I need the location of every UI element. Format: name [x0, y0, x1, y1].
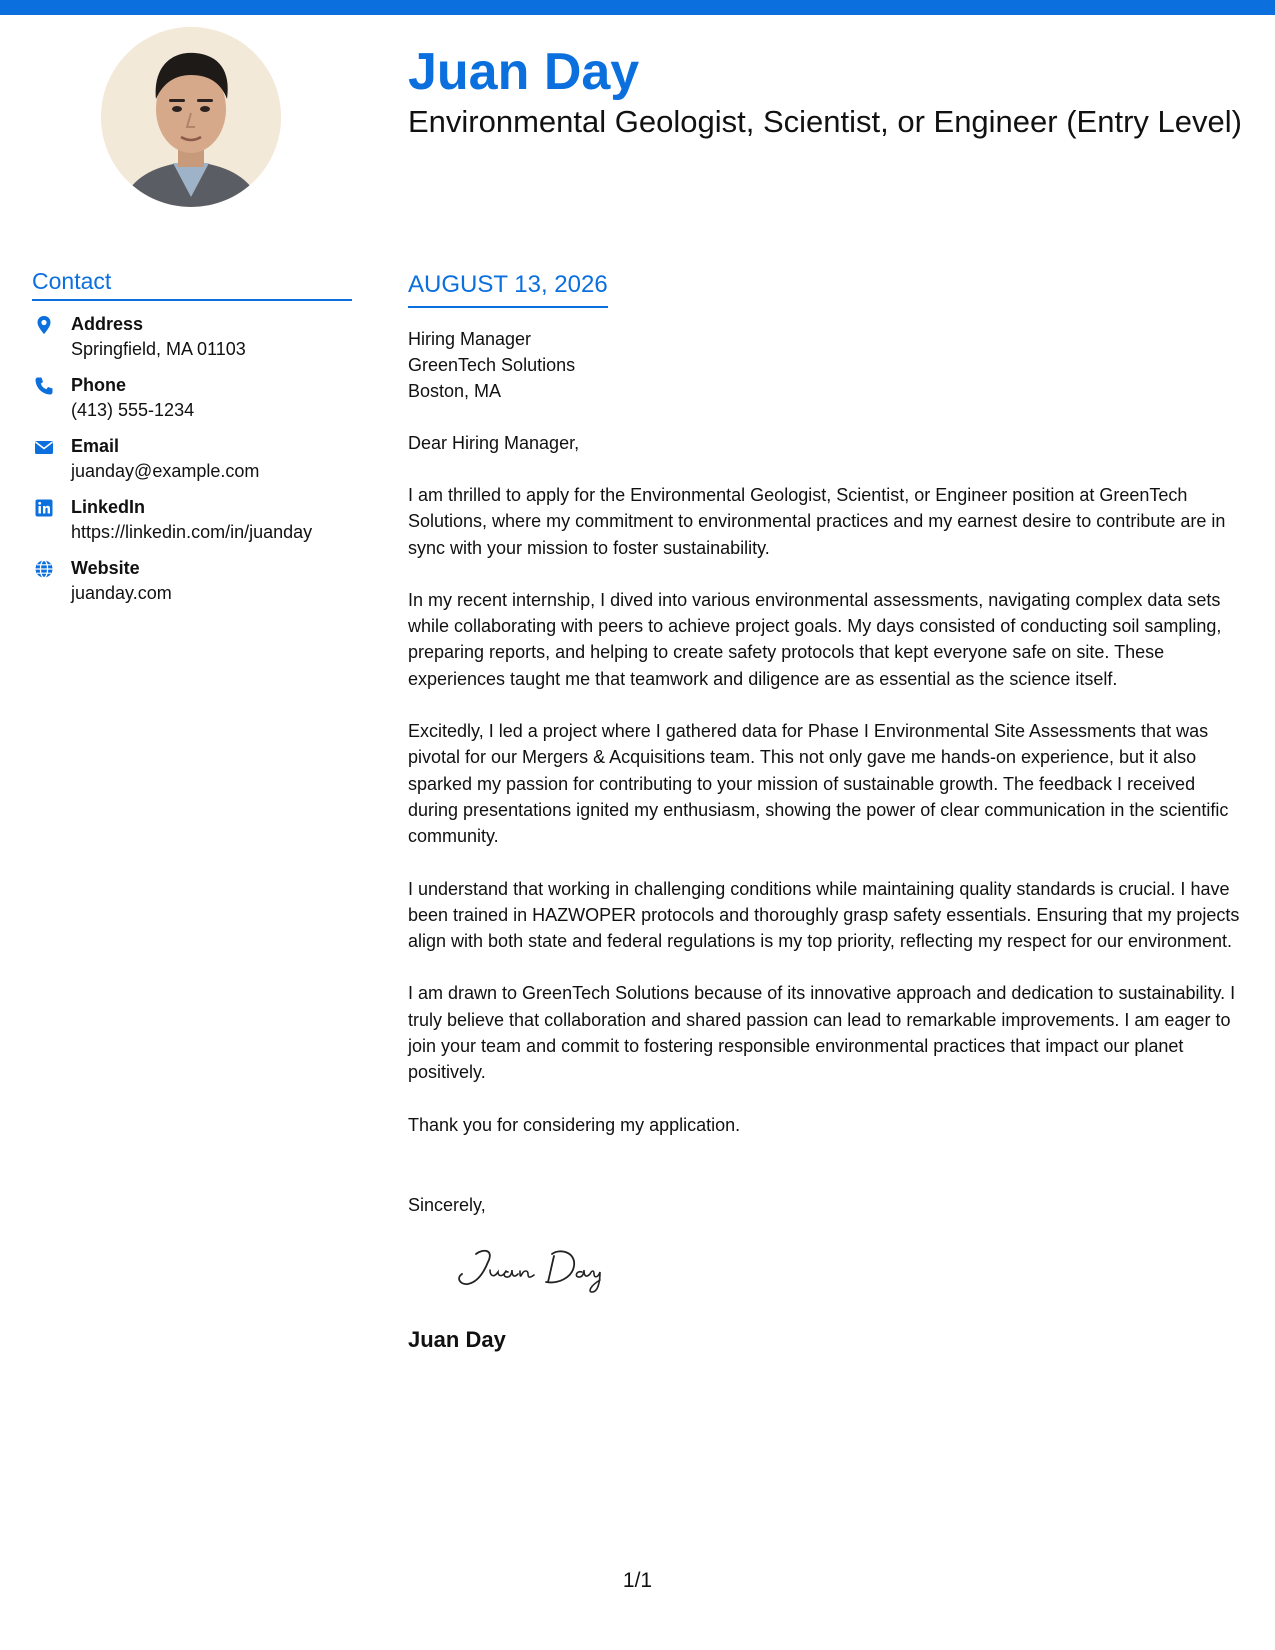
phone-icon [34, 376, 54, 396]
contact-label: Phone [71, 375, 127, 395]
contact-label: Website [71, 558, 140, 578]
applicant-name: Juan Day [408, 43, 640, 101]
contact-linkedin [32, 495, 352, 545]
letter-paragraph: I am thrilled to apply for the Environmental Geologist, Scientist, or Engineer position at GreenTech Solutions, where my commitment to environmental practices and my earnest desire to contribute are in sync with your mission to foster sustainability. [408, 485, 1226, 558]
contact-phone [32, 373, 352, 423]
contact-website [32, 556, 352, 606]
contact-label: Email [71, 436, 120, 456]
letter-paragraph: Excitedly, I led a project where I gathered data for Phase I Environmental Site Assessments that was pivotal for our Mergers & Acquisitions team. This not only gave me hands-on experience, but it also sparked my passion for contributing to your mission of sustainable growth. The feedback I received during presentations ignited my enthusiasm, showing the power of clear communication in the scientific community. [408, 721, 1229, 847]
profile-photo [101, 27, 281, 207]
letter-paragraph: I understand that working in challenging conditions while maintaining quality standards is crucial. I have been trained in HAZWOPER protocols and thoroughly grasp safety essentials. Ensuring that my projects align with both state and federal regulations is my top priority, reflecting my respect for our environment. [408, 878, 1240, 952]
letter-paragraph: I am drawn to GreenTech Solutions because of its innovative approach and dedication to sustainability. I truly believe that collaboration and shared passion can lead to remarkable improvements. I am eager to join your team and commit to fostering responsible environmental practices that impact our planet positively. [408, 983, 1236, 1083]
closing: Sincerely, [408, 1194, 486, 1215]
contact-value: juanday@example.com [71, 461, 260, 481]
salutation: Dear Hiring Manager, [408, 433, 580, 453]
contact-value: Springfield, MA 01103 [71, 339, 246, 359]
signer-name: Juan Day [408, 1326, 506, 1352]
letter-date: AUGUST 13, 2026 [408, 268, 608, 308]
contact-value: (413) 555-1234 [71, 400, 195, 420]
page-number: 1/1 [622, 1569, 653, 1592]
letter-paragraph: In my recent internship, I dived into various environmental assessments, navigating complex data sets while collaborating with peers to achieve project goals. My days consisted of conducting soil sampling, preparing reports, and helping to create safety protocols that kept everyone safe on site. These experiences taught me that teamwork and diligence are as essential as the science itself. [408, 589, 1222, 689]
linkedin-icon [34, 498, 54, 518]
letter-body [408, 268, 1250, 1355]
recipient-block [408, 326, 1250, 404]
location-pin-icon [34, 315, 54, 335]
contact-sidebar [32, 266, 352, 606]
letter-paragraph: Thank you for considering my application. [408, 1114, 741, 1135]
contact-label: Address [71, 314, 144, 334]
recipient-line: Boston, MA [408, 381, 502, 401]
contact-email [32, 434, 352, 484]
handwritten-signature [454, 1244, 624, 1296]
contact-value[interactable]: juanday.com [71, 583, 172, 603]
globe-icon [34, 559, 54, 579]
email-icon [34, 437, 54, 457]
profile-photo-portrait [101, 27, 281, 207]
recipient-line: Hiring Manager [408, 329, 532, 349]
contact-label: LinkedIn [71, 497, 146, 517]
recipient-line: GreenTech Solutions [408, 355, 576, 375]
contact-heading: Contact [32, 266, 352, 301]
top-accent-bar [0, 0, 1275, 15]
contact-value[interactable]: https://linkedin.com/in/juanday [71, 522, 313, 542]
contact-address [32, 312, 352, 362]
job-title: Environmental Geologist, Scientist, or Engineer (Entry Level) [408, 104, 1242, 139]
